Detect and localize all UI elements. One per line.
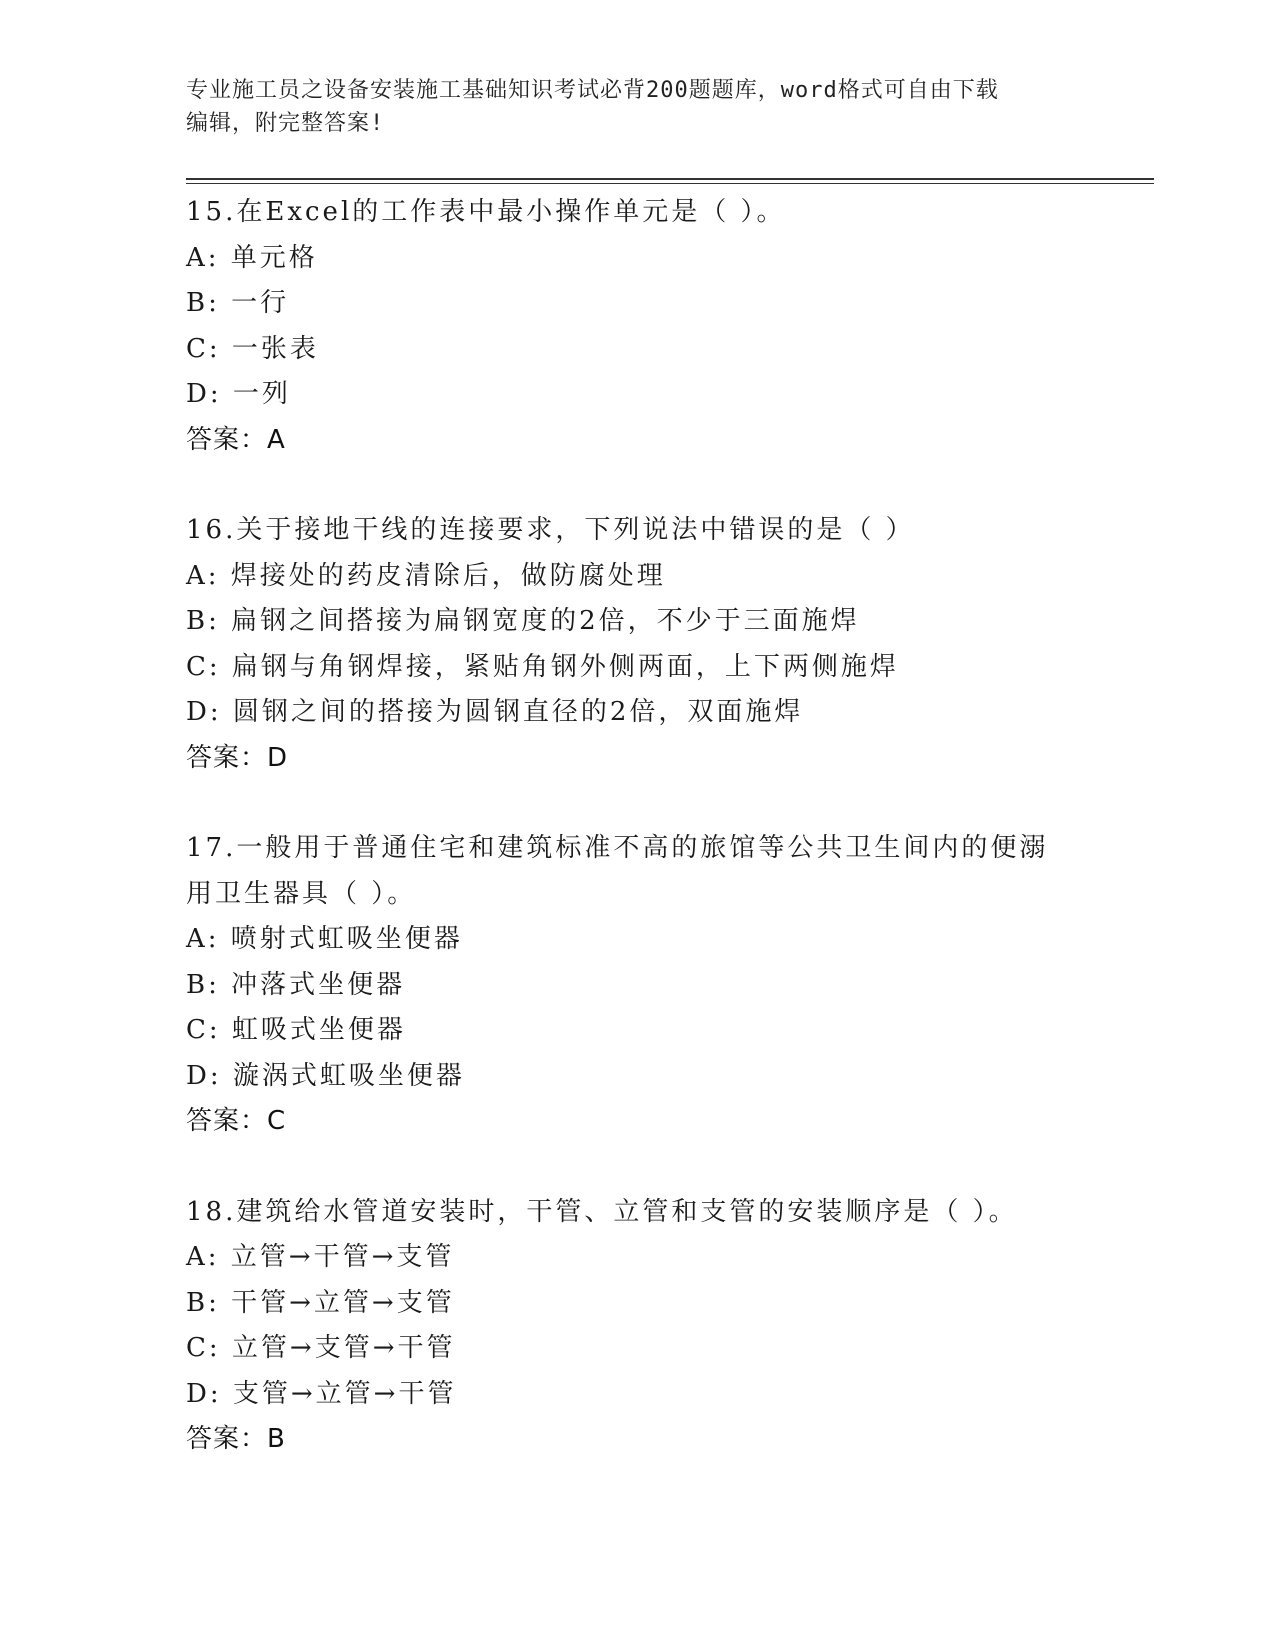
answer: 答案：D bbox=[186, 742, 289, 773]
header-line-1: 专业施工员之设备安装施工基础知识考试必背200题题库，word格式可自由下载 bbox=[186, 78, 999, 103]
question-title: 15.在Excel的工作表中最小操作单元是（ ）。 bbox=[186, 197, 786, 227]
option-c: C: 一张表 bbox=[186, 333, 319, 364]
header-divider-thick bbox=[186, 178, 1154, 180]
answer: 答案：A bbox=[186, 424, 286, 455]
question-list bbox=[186, 190, 1086, 1508]
question-18 bbox=[186, 1190, 1086, 1463]
option-b: B: 干管→立管→支管 bbox=[186, 1287, 455, 1318]
option-b: B: 扁钢之间搭接为扁钢宽度的2倍，不少于三面施焊 bbox=[186, 606, 860, 636]
option-a: A: 喷射式虹吸坐便器 bbox=[186, 924, 463, 954]
option-a: A: 立管→干管→支管 bbox=[186, 1242, 455, 1272]
question-15 bbox=[186, 190, 1086, 463]
option-c: C: 扁钢与角钢焊接，紧贴角钢外侧两面，上下两侧施焊 bbox=[186, 651, 899, 682]
option-d: D: 支管→立管→干管 bbox=[186, 1378, 457, 1409]
option-d: D: 一列 bbox=[186, 379, 291, 409]
question-17 bbox=[186, 826, 1086, 1145]
option-d: D: 漩涡式虹吸坐便器 bbox=[186, 1060, 465, 1091]
header-divider-thin bbox=[186, 183, 1154, 184]
answer: 答案：B bbox=[186, 1424, 286, 1454]
question-title: 17.一般用于普通住宅和建筑标准不高的旅馆等公共卫生间内的便溺用卫生器具（ ）。 bbox=[186, 833, 1049, 909]
question-title: 18.建筑给水管道安装时，干管、立管和支管的安装顺序是（ ）。 bbox=[186, 1196, 1018, 1227]
option-c: C: 虹吸式坐便器 bbox=[186, 1015, 406, 1045]
option-a: A: 单元格 bbox=[186, 242, 318, 273]
header-line-2: 编辑，附完整答案! bbox=[186, 111, 385, 136]
option-d: D: 圆钢之间的搭接为圆钢直径的2倍，双面施焊 bbox=[186, 697, 804, 727]
option-c: C: 立管→支管→干管 bbox=[186, 1333, 456, 1363]
option-b: B: 冲落式坐便器 bbox=[186, 969, 406, 1000]
option-a: A: 焊接处的药皮清除后，做防腐处理 bbox=[186, 560, 666, 591]
question-title: 16.关于接地干线的连接要求，下列说法中错误的是（ ） bbox=[186, 515, 915, 545]
answer: 答案：C bbox=[186, 1106, 287, 1136]
question-16 bbox=[186, 508, 1086, 781]
option-b: B: 一行 bbox=[186, 288, 290, 318]
document-header bbox=[186, 74, 1066, 140]
